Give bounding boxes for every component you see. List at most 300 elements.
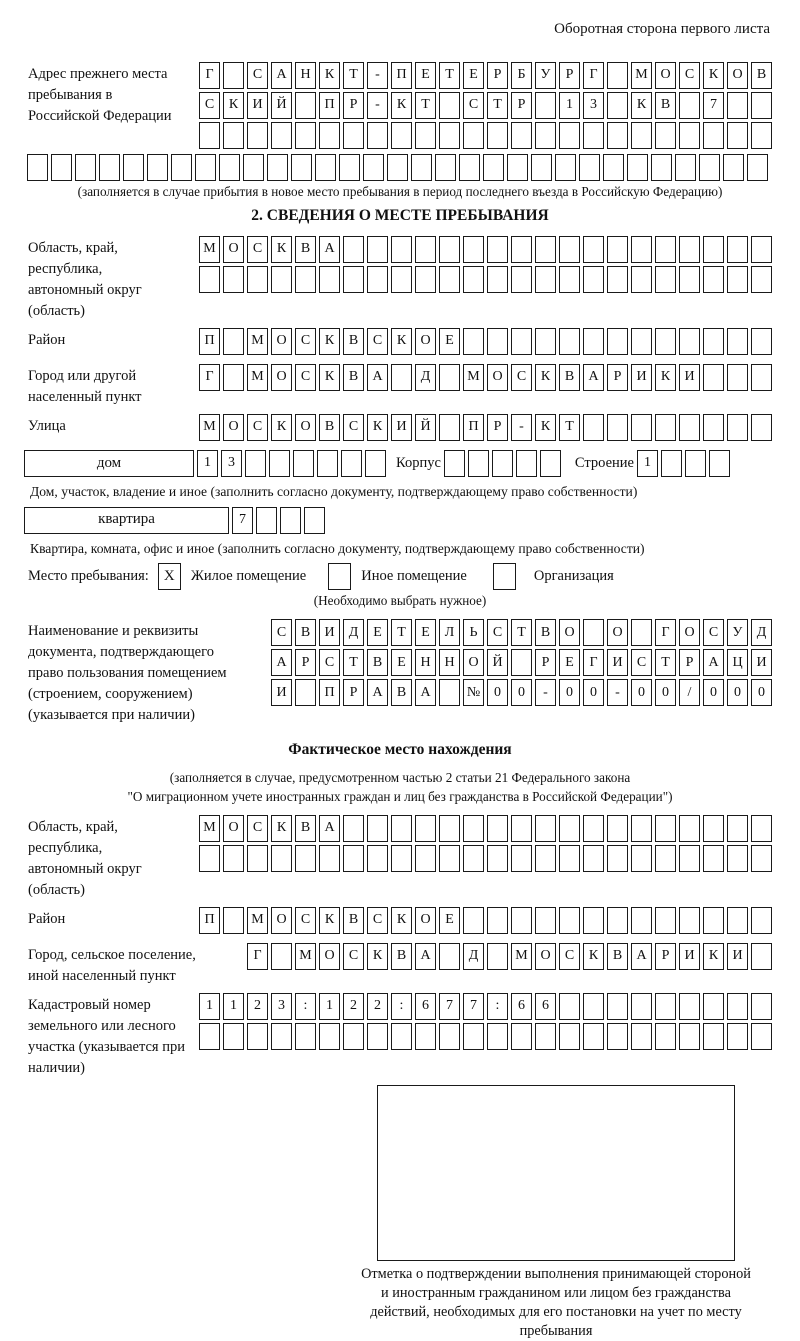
char-cell[interactable] (607, 236, 628, 263)
char-cell[interactable] (607, 92, 628, 119)
char-cell[interactable] (679, 236, 700, 263)
char-cell[interactable]: О (655, 62, 676, 89)
char-cell[interactable] (751, 907, 772, 934)
char-cell[interactable] (583, 1023, 604, 1050)
char-cell[interactable]: К (271, 414, 292, 441)
char-cell[interactable] (655, 815, 676, 842)
char-cell[interactable] (367, 266, 388, 293)
char-cell[interactable] (271, 943, 292, 970)
char-cell[interactable] (607, 845, 628, 872)
char-cell[interactable] (463, 236, 484, 263)
char-cell[interactable] (367, 1023, 388, 1050)
char-cell[interactable] (343, 815, 364, 842)
char-cell[interactable] (559, 815, 580, 842)
char-cell[interactable]: О (223, 236, 244, 263)
char-cell[interactable]: : (391, 993, 412, 1020)
char-cell[interactable] (75, 154, 96, 181)
char-cell[interactable] (559, 845, 580, 872)
char-cell[interactable] (727, 845, 748, 872)
char-cell[interactable]: 0 (511, 679, 532, 706)
char-cell[interactable]: Р (487, 414, 508, 441)
char-cell[interactable]: А (415, 679, 436, 706)
char-cell[interactable] (391, 122, 412, 149)
char-cell[interactable]: 0 (655, 679, 676, 706)
char-cell[interactable] (391, 266, 412, 293)
char-cell[interactable]: А (271, 649, 292, 676)
char-cell[interactable]: - (535, 679, 556, 706)
char-cell[interactable]: К (655, 364, 676, 391)
char-cell[interactable] (727, 122, 748, 149)
char-cell[interactable]: В (295, 236, 316, 263)
char-cell[interactable]: К (703, 62, 724, 89)
char-cell[interactable] (391, 815, 412, 842)
char-cell[interactable] (727, 414, 748, 441)
char-cell[interactable] (727, 364, 748, 391)
char-cell[interactable]: В (607, 943, 628, 970)
char-cell[interactable] (439, 266, 460, 293)
char-cell[interactable]: Е (439, 907, 460, 934)
char-cell[interactable] (269, 450, 290, 477)
char-cell[interactable]: К (367, 414, 388, 441)
char-cell[interactable] (703, 236, 724, 263)
char-cell[interactable]: Р (343, 679, 364, 706)
char-cell[interactable] (583, 236, 604, 263)
char-cell[interactable]: Ь (463, 619, 484, 646)
char-cell[interactable] (559, 328, 580, 355)
char-cell[interactable] (535, 122, 556, 149)
char-cell[interactable] (631, 845, 652, 872)
char-cell[interactable]: Д (751, 619, 772, 646)
char-cell[interactable] (267, 154, 288, 181)
char-cell[interactable]: Т (343, 62, 364, 89)
char-cell[interactable]: С (367, 907, 388, 934)
char-cell[interactable] (363, 154, 384, 181)
char-cell[interactable] (439, 414, 460, 441)
char-cell[interactable] (463, 907, 484, 934)
char-cell[interactable] (317, 450, 338, 477)
char-cell[interactable]: И (751, 649, 772, 676)
char-cell[interactable] (559, 1023, 580, 1050)
char-cell[interactable]: Д (415, 364, 436, 391)
char-cell[interactable]: Р (487, 62, 508, 89)
char-cell[interactable]: У (535, 62, 556, 89)
char-cell[interactable]: С (631, 649, 652, 676)
char-cell[interactable] (439, 92, 460, 119)
char-cell[interactable] (679, 1023, 700, 1050)
char-cell[interactable]: О (271, 328, 292, 355)
char-cell[interactable]: О (271, 907, 292, 934)
char-cell[interactable] (511, 907, 532, 934)
char-cell[interactable]: 6 (535, 993, 556, 1020)
char-cell[interactable] (559, 993, 580, 1020)
char-cell[interactable]: 7 (232, 507, 253, 534)
char-cell[interactable]: - (367, 62, 388, 89)
char-cell[interactable]: Б (511, 62, 532, 89)
char-cell[interactable] (147, 154, 168, 181)
char-cell[interactable]: С (199, 92, 220, 119)
char-cell[interactable] (391, 236, 412, 263)
char-cell[interactable] (511, 649, 532, 676)
char-cell[interactable] (295, 679, 316, 706)
char-cell[interactable]: Р (679, 649, 700, 676)
char-cell[interactable] (463, 815, 484, 842)
char-cell[interactable] (463, 266, 484, 293)
char-cell[interactable] (487, 266, 508, 293)
char-cell[interactable] (439, 122, 460, 149)
char-cell[interactable]: М (199, 236, 220, 263)
char-cell[interactable]: С (247, 236, 268, 263)
char-cell[interactable] (703, 364, 724, 391)
char-cell[interactable] (511, 266, 532, 293)
char-cell[interactable]: С (295, 328, 316, 355)
char-cell[interactable] (679, 328, 700, 355)
char-cell[interactable] (709, 450, 730, 477)
char-cell[interactable] (199, 1023, 220, 1050)
char-cell[interactable] (607, 122, 628, 149)
char-cell[interactable]: П (391, 62, 412, 89)
char-cell[interactable]: П (199, 328, 220, 355)
char-cell[interactable]: Р (295, 649, 316, 676)
char-cell[interactable]: 7 (703, 92, 724, 119)
char-cell[interactable]: Ц (727, 649, 748, 676)
char-cell[interactable]: С (247, 62, 268, 89)
char-cell[interactable] (439, 1023, 460, 1050)
char-cell[interactable]: С (247, 414, 268, 441)
char-cell[interactable]: В (367, 649, 388, 676)
char-cell[interactable]: 1 (559, 92, 580, 119)
char-cell[interactable] (535, 92, 556, 119)
char-cell[interactable]: У (727, 619, 748, 646)
char-cell[interactable] (531, 154, 552, 181)
char-cell[interactable] (247, 1023, 268, 1050)
char-cell[interactable] (651, 154, 672, 181)
char-cell[interactable] (535, 328, 556, 355)
char-cell[interactable] (535, 266, 556, 293)
char-cell[interactable] (271, 266, 292, 293)
char-cell[interactable]: 6 (415, 993, 436, 1020)
char-cell[interactable]: - (367, 92, 388, 119)
char-cell[interactable]: - (607, 679, 628, 706)
char-cell[interactable]: Е (367, 619, 388, 646)
char-cell[interactable]: О (223, 815, 244, 842)
char-cell[interactable]: В (295, 815, 316, 842)
char-cell[interactable] (319, 122, 340, 149)
char-cell[interactable] (367, 815, 388, 842)
char-cell[interactable] (661, 450, 682, 477)
char-cell[interactable]: И (391, 414, 412, 441)
char-cell[interactable] (439, 943, 460, 970)
char-cell[interactable] (511, 328, 532, 355)
char-cell[interactable] (751, 122, 772, 149)
char-cell[interactable] (751, 845, 772, 872)
char-cell[interactable]: 0 (583, 679, 604, 706)
char-cell[interactable]: Т (655, 649, 676, 676)
char-cell[interactable]: В (295, 619, 316, 646)
char-cell[interactable] (245, 450, 266, 477)
char-cell[interactable] (199, 266, 220, 293)
char-cell[interactable] (583, 815, 604, 842)
char-cell[interactable]: 2 (247, 993, 268, 1020)
char-cell[interactable] (492, 450, 513, 477)
char-cell[interactable] (511, 1023, 532, 1050)
char-cell[interactable]: П (319, 92, 340, 119)
char-cell[interactable] (655, 236, 676, 263)
char-cell[interactable] (607, 815, 628, 842)
char-cell[interactable] (223, 62, 244, 89)
char-cell[interactable]: 1 (197, 450, 218, 477)
char-cell[interactable] (271, 845, 292, 872)
char-cell[interactable] (343, 122, 364, 149)
char-cell[interactable] (751, 92, 772, 119)
char-cell[interactable] (439, 236, 460, 263)
char-cell[interactable] (583, 414, 604, 441)
char-cell[interactable]: И (679, 364, 700, 391)
char-cell[interactable]: М (247, 328, 268, 355)
char-cell[interactable]: Р (607, 364, 628, 391)
char-cell[interactable]: О (559, 619, 580, 646)
char-cell[interactable] (256, 507, 277, 534)
char-cell[interactable]: К (583, 943, 604, 970)
char-cell[interactable] (703, 1023, 724, 1050)
char-cell[interactable] (223, 1023, 244, 1050)
char-cell[interactable] (559, 122, 580, 149)
char-cell[interactable]: 0 (631, 679, 652, 706)
char-cell[interactable] (487, 815, 508, 842)
char-cell[interactable]: П (319, 679, 340, 706)
char-cell[interactable]: Е (415, 619, 436, 646)
char-cell[interactable] (487, 236, 508, 263)
char-cell[interactable] (655, 414, 676, 441)
char-cell[interactable] (727, 92, 748, 119)
char-cell[interactable] (468, 450, 489, 477)
char-cell[interactable]: К (367, 943, 388, 970)
char-cell[interactable]: : (295, 993, 316, 1020)
char-cell[interactable] (293, 450, 314, 477)
char-cell[interactable] (223, 328, 244, 355)
char-cell[interactable]: П (199, 907, 220, 934)
char-cell[interactable] (444, 450, 465, 477)
char-cell[interactable] (507, 154, 528, 181)
checkbox-zhiloe[interactable]: X (158, 563, 181, 590)
char-cell[interactable] (319, 1023, 340, 1050)
char-cell[interactable]: С (463, 92, 484, 119)
char-cell[interactable] (295, 122, 316, 149)
char-cell[interactable] (579, 154, 600, 181)
char-cell[interactable]: Т (439, 62, 460, 89)
char-cell[interactable] (685, 450, 706, 477)
char-cell[interactable]: Т (391, 619, 412, 646)
char-cell[interactable] (679, 92, 700, 119)
char-cell[interactable]: - (511, 414, 532, 441)
char-cell[interactable] (295, 1023, 316, 1050)
char-cell[interactable]: О (535, 943, 556, 970)
char-cell[interactable] (751, 943, 772, 970)
char-cell[interactable]: С (703, 619, 724, 646)
char-cell[interactable] (583, 845, 604, 872)
char-cell[interactable]: Н (439, 649, 460, 676)
char-cell[interactable] (751, 993, 772, 1020)
char-cell[interactable]: С (295, 907, 316, 934)
char-cell[interactable] (655, 907, 676, 934)
char-cell[interactable]: 3 (271, 993, 292, 1020)
char-cell[interactable] (699, 154, 720, 181)
char-cell[interactable]: И (607, 649, 628, 676)
char-cell[interactable] (583, 619, 604, 646)
house-entry-box[interactable] (24, 450, 194, 477)
char-cell[interactable] (583, 993, 604, 1020)
char-cell[interactable] (439, 815, 460, 842)
char-cell[interactable]: Е (463, 62, 484, 89)
char-cell[interactable]: К (535, 364, 556, 391)
char-cell[interactable]: А (583, 364, 604, 391)
char-cell[interactable] (727, 815, 748, 842)
char-cell[interactable]: Т (559, 414, 580, 441)
char-cell[interactable] (751, 1023, 772, 1050)
apartment-entry-box[interactable] (24, 507, 229, 534)
char-cell[interactable] (219, 154, 240, 181)
char-cell[interactable] (280, 507, 301, 534)
char-cell[interactable] (607, 414, 628, 441)
char-cell[interactable] (607, 907, 628, 934)
char-cell[interactable]: Н (415, 649, 436, 676)
char-cell[interactable]: А (319, 236, 340, 263)
char-cell[interactable] (675, 154, 696, 181)
char-cell[interactable] (631, 993, 652, 1020)
char-cell[interactable] (243, 154, 264, 181)
char-cell[interactable]: В (751, 62, 772, 89)
char-cell[interactable] (247, 266, 268, 293)
char-cell[interactable]: К (319, 62, 340, 89)
char-cell[interactable] (304, 507, 325, 534)
char-cell[interactable]: / (679, 679, 700, 706)
char-cell[interactable] (487, 845, 508, 872)
char-cell[interactable]: Т (487, 92, 508, 119)
char-cell[interactable]: О (487, 364, 508, 391)
char-cell[interactable] (607, 328, 628, 355)
char-cell[interactable]: И (727, 943, 748, 970)
char-cell[interactable] (463, 122, 484, 149)
char-cell[interactable] (631, 619, 652, 646)
char-cell[interactable]: В (535, 619, 556, 646)
char-cell[interactable] (703, 993, 724, 1020)
char-cell[interactable] (703, 328, 724, 355)
char-cell[interactable]: № (463, 679, 484, 706)
char-cell[interactable] (679, 815, 700, 842)
char-cell[interactable]: : (487, 993, 508, 1020)
char-cell[interactable] (583, 907, 604, 934)
char-cell[interactable] (199, 845, 220, 872)
char-cell[interactable] (247, 845, 268, 872)
char-cell[interactable] (415, 266, 436, 293)
char-cell[interactable]: М (247, 364, 268, 391)
char-cell[interactable]: А (415, 943, 436, 970)
char-cell[interactable] (631, 907, 652, 934)
char-cell[interactable] (555, 154, 576, 181)
char-cell[interactable] (487, 122, 508, 149)
char-cell[interactable] (607, 1023, 628, 1050)
char-cell[interactable]: О (295, 414, 316, 441)
char-cell[interactable] (339, 154, 360, 181)
char-cell[interactable]: О (727, 62, 748, 89)
char-cell[interactable] (459, 154, 480, 181)
char-cell[interactable]: Н (295, 62, 316, 89)
char-cell[interactable]: Т (343, 649, 364, 676)
char-cell[interactable]: Д (463, 943, 484, 970)
char-cell[interactable]: С (343, 943, 364, 970)
char-cell[interactable]: 2 (343, 993, 364, 1020)
char-cell[interactable]: Е (391, 649, 412, 676)
char-cell[interactable] (703, 414, 724, 441)
char-cell[interactable]: В (655, 92, 676, 119)
char-cell[interactable]: К (319, 328, 340, 355)
char-cell[interactable] (367, 122, 388, 149)
char-cell[interactable]: С (247, 815, 268, 842)
char-cell[interactable] (751, 266, 772, 293)
char-cell[interactable] (627, 154, 648, 181)
char-cell[interactable]: О (415, 907, 436, 934)
char-cell[interactable]: 0 (703, 679, 724, 706)
char-cell[interactable]: В (391, 943, 412, 970)
char-cell[interactable] (703, 907, 724, 934)
char-cell[interactable]: М (295, 943, 316, 970)
char-cell[interactable] (365, 450, 386, 477)
char-cell[interactable]: 7 (439, 993, 460, 1020)
char-cell[interactable] (607, 266, 628, 293)
char-cell[interactable] (751, 328, 772, 355)
char-cell[interactable]: Г (247, 943, 268, 970)
char-cell[interactable] (391, 845, 412, 872)
char-cell[interactable] (463, 328, 484, 355)
char-cell[interactable]: Р (655, 943, 676, 970)
char-cell[interactable]: К (223, 92, 244, 119)
char-cell[interactable]: А (367, 364, 388, 391)
char-cell[interactable]: П (463, 414, 484, 441)
char-cell[interactable]: К (319, 364, 340, 391)
char-cell[interactable] (703, 845, 724, 872)
char-cell[interactable] (319, 266, 340, 293)
char-cell[interactable]: Р (511, 92, 532, 119)
char-cell[interactable] (439, 364, 460, 391)
char-cell[interactable]: Г (199, 62, 220, 89)
char-cell[interactable]: К (391, 328, 412, 355)
char-cell[interactable] (483, 154, 504, 181)
char-cell[interactable]: М (511, 943, 532, 970)
char-cell[interactable]: С (511, 364, 532, 391)
char-cell[interactable]: С (559, 943, 580, 970)
char-cell[interactable]: В (343, 907, 364, 934)
char-cell[interactable]: О (679, 619, 700, 646)
char-cell[interactable] (391, 1023, 412, 1050)
char-cell[interactable]: Г (655, 619, 676, 646)
char-cell[interactable]: 1 (319, 993, 340, 1020)
char-cell[interactable]: К (391, 907, 412, 934)
char-cell[interactable] (540, 450, 561, 477)
char-cell[interactable]: Р (343, 92, 364, 119)
char-cell[interactable]: К (319, 907, 340, 934)
char-cell[interactable]: 0 (751, 679, 772, 706)
char-cell[interactable] (751, 815, 772, 842)
char-cell[interactable] (27, 154, 48, 181)
char-cell[interactable] (631, 1023, 652, 1050)
char-cell[interactable] (679, 414, 700, 441)
char-cell[interactable] (655, 845, 676, 872)
char-cell[interactable]: 0 (559, 679, 580, 706)
char-cell[interactable] (295, 92, 316, 119)
char-cell[interactable] (751, 236, 772, 263)
char-cell[interactable] (343, 236, 364, 263)
checkbox-organizatsiya[interactable] (493, 563, 516, 590)
char-cell[interactable] (487, 1023, 508, 1050)
